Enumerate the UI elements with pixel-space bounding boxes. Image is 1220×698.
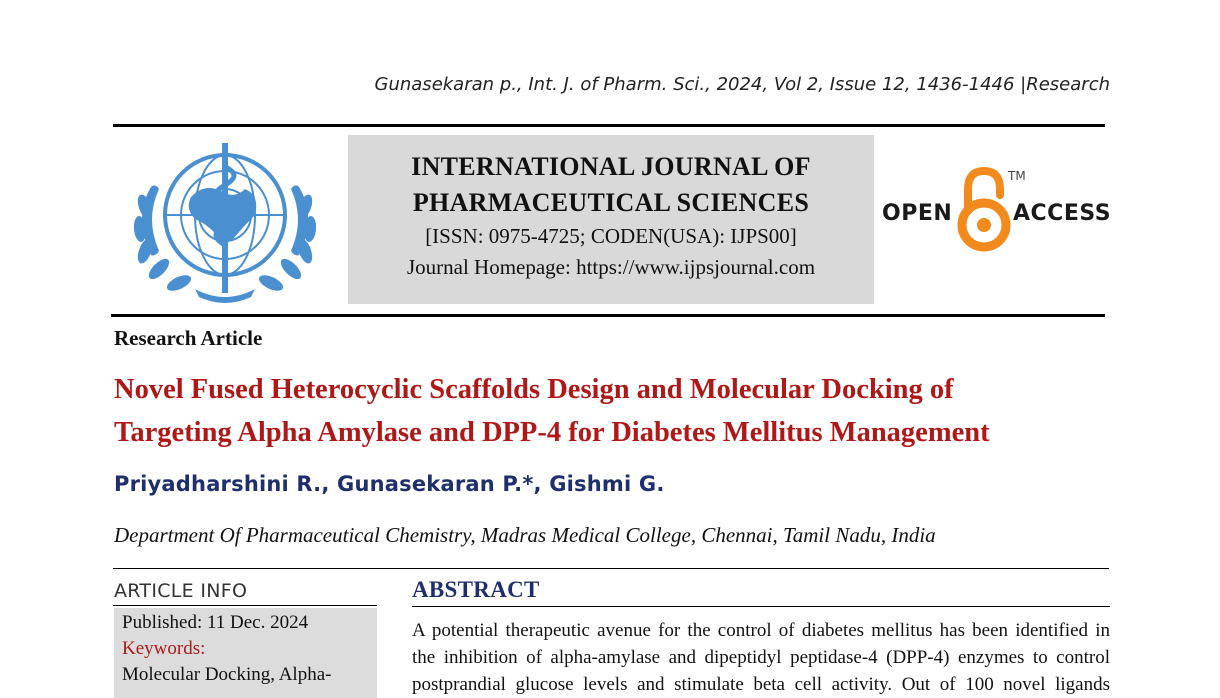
authors: Priyadharshini R., Gunasekaran P.*, Gishmi G. [114,472,665,496]
journal-issn: [ISSN: 0975-4725; CODEN(USA): IJPS00] [425,224,797,248]
abstract-line-1: A potential therapeutic avenue for the control of diabetes mellitus has been identified in [412,620,1110,641]
article-type: Research Article [114,326,263,350]
trademark-mark: TM [1008,169,1026,183]
who-emblem-logo [125,137,325,307]
keywords-label: Keywords: [122,638,206,659]
published-date: Published: 11 Dec. 2024 [122,612,309,633]
open-access-lock-icon [954,165,1014,255]
journal-banner [348,135,874,304]
article-info-rule [113,605,377,606]
open-access-right-text: ACCESS [1013,201,1112,226]
journal-title-line-1: INTERNATIONAL JOURNAL OF [411,152,811,181]
abstract-line-3: postprandial glucose levels and stimulate beta cell activity. Out of 100 novel ligands [412,674,1110,695]
article-info-heading: ARTICLE INFO [114,580,248,602]
abstract-body [412,617,1110,698]
header-bottom-rule [111,314,1105,317]
article-info-box [114,608,377,698]
journal-homepage: Journal Homepage: https://www.ijpsjournal.com [406,255,816,279]
running-header: Gunasekaran p., Int. J. of Pharm. Sci., 2024, Vol 2, Issue 12, 1436-1446 |Research [374,74,1110,95]
affiliation: Department Of Pharmaceutical Chemistry, Madras Medical College, Chennai, Tamil Nadu, India [114,523,936,547]
journal-title-line-2: PHARMACEUTICAL SCIENCES [412,188,810,217]
article-title [114,368,1124,454]
header-top-rule [113,124,1105,127]
keywords-value: Molecular Docking, Alpha- [122,664,332,685]
article-title-line-1: Novel Fused Heterocyclic Scaffolds Design and Molecular Docking of [114,374,954,405]
open-access-logo [880,165,1110,255]
affiliation-rule [113,568,1109,569]
open-access-left-text: OPEN [882,201,953,226]
abstract-heading: ABSTRACT [412,577,540,602]
abstract-line-2: the inhibition of alpha-amylase and dipeptidyl peptidase-4 (DPP-4) enzymes to control [412,647,1110,668]
abstract-rule [412,606,1110,607]
article-title-line-2: Targeting Alpha Amylase and DPP-4 for Diabetes Mellitus Management [114,417,990,448]
